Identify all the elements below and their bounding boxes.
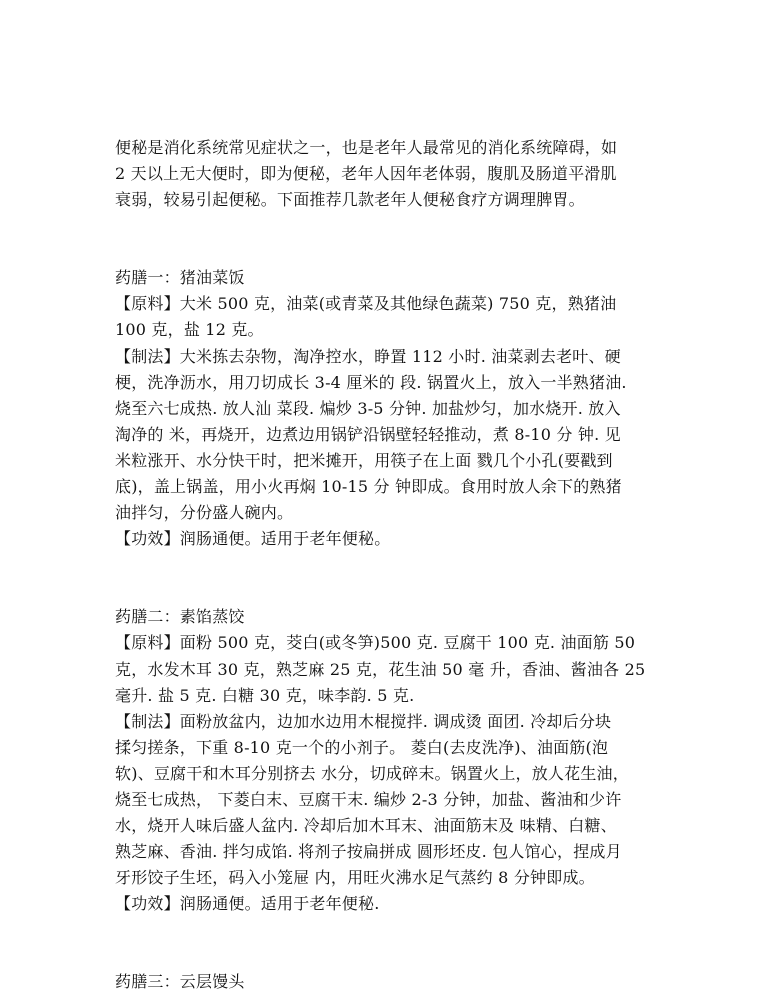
recipe-line: 【功效】润肠通便。适用于老年便秘. — [115, 894, 380, 914]
recipe-line: 【原料】面粉 500 克，茭白(或冬笋)500 克. 豆腐干 100 克. 油面筋 50 — [115, 633, 636, 653]
recipe-title: 药膳一：猪油菜饭 — [115, 268, 245, 288]
recipe-line: 烧至七成热， 下菱白末、豆腐干末. 编炒 2-3 分钟，加盐、酱油和少许 — [115, 789, 622, 809]
document-body — [115, 135, 660, 996]
intro-line: 2 天以上无大便时，即为便秘，老年人因年老体弱，腹肌及肠道平滑肌 — [115, 164, 617, 184]
recipe-title: 药膳三：云层馒头 — [115, 972, 245, 992]
recipe-line: 烧至六七成热. 放人汕 菜段. 煸炒 3-5 分钟. 加盐炒匀，加水烧开. 放入 — [115, 398, 621, 418]
recipe-line: 米粒涨开、水分快干时，把米摊开，用筷子在上面 戮几个小孔(要戳到 — [115, 450, 613, 470]
recipe-line: 软)、豆腐干和木耳分别挤去 水分，切成碎末。锅置火上，放人花生油， — [115, 763, 629, 783]
recipe-line: 底)，盖上锅盖，用小火再焖 10-15 分 钟即成。食用时放人余下的熟猪 — [115, 477, 622, 497]
recipe-section-3 — [115, 969, 660, 995]
recipe-line: 【制法】大米拣去杂物，淘净控水，睁置 112 小时. 油菜剥去老叶、硬 — [115, 346, 621, 366]
recipe-title: 药膳二：素馅蒸饺 — [115, 607, 245, 627]
recipe-line: 克，水发木耳 30 克，熟芝麻 25 克，花生油 50 毫 升，香油、酱油各 25 — [115, 659, 646, 679]
recipe-section-1 — [115, 265, 660, 552]
recipe-line: 牙形饺子生坯，码入小笼屉 内，用旺火沸水足气蒸约 8 分钟即成。 — [115, 868, 595, 888]
recipe-line: 100 克，盐 12 克。 — [115, 320, 264, 340]
recipe-line: 淘净的 米，再烧开，边煮边用锅铲沿锅壁轻轻推动，煮 8-10 分 钟. 见 — [115, 424, 621, 444]
recipe-line: 油拌匀，分份盛人碗内。 — [115, 503, 294, 523]
recipe-line: 熟芝麻、香油. 拌匀成馅. 将剂子按扁拼成 圆形坯皮. 包人馆心，捏成月 — [115, 842, 622, 862]
recipe-section-2 — [115, 604, 660, 917]
intro-line: 衰弱，较易引起便秘。下面推荐几款老年人便秘食疗方调理脾胃。 — [115, 190, 585, 210]
recipe-line: 【原料】大米 500 克，油菜(或青菜及其他绿色蔬菜) 750 克，熟猪油 — [115, 294, 617, 314]
intro-line: 便秘是消化系统常见症状之一，也是老年人最常见的消化系统障碍，如 — [115, 138, 618, 157]
intro-paragraph — [115, 135, 660, 213]
recipe-line: 毫升. 盐 5 克. 白糖 30 克，味李韵. 5 克. — [115, 685, 415, 705]
recipe-line: 揉匀搓条，下重 8-10 克一个的小剂子。 菱白(去皮洗净)、油面筋(泡 — [115, 737, 609, 757]
recipe-line: 【制法】面粉放盆内，边加水边用木棍搅拌. 调成烫 面团. 冷却后分块 — [115, 711, 612, 731]
recipe-line: 【功效】润肠通便。适用于老年便秘。 — [115, 529, 391, 549]
recipe-line: 梗，洗净沥水，用刀切成长 3-4 厘米的 段. 锅置火上，放入一半熟猪油. — [115, 372, 627, 392]
recipe-line: 水，烧开人味后盛人盆内. 冷却后加木耳末、油面筋末及 味精、白糖、 — [115, 816, 617, 836]
